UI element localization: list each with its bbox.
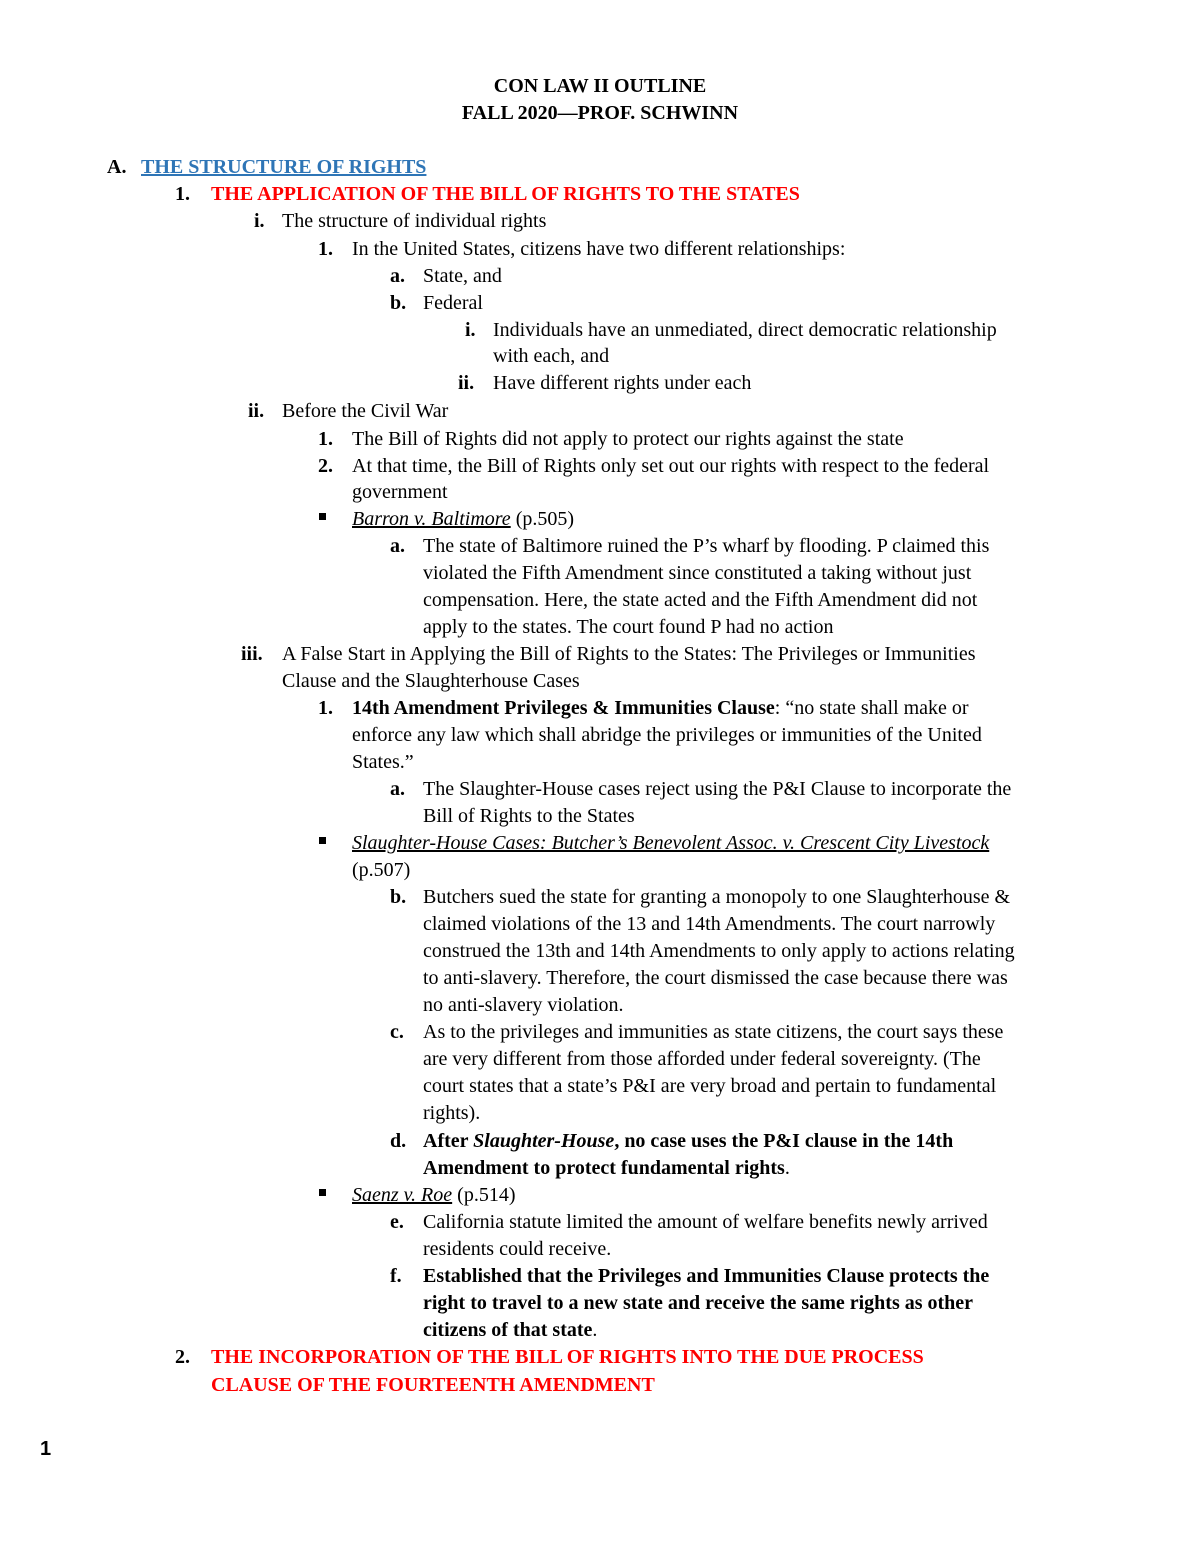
case-slaughterhouse-name: Slaughter-House Cases: Butcher’s Benevolent Assoc. v. Crescent City Livestock — [352, 832, 990, 854]
sub-iii-b-marker: b. — [390, 886, 407, 908]
sub-i-item-1-marker: 1. — [318, 238, 333, 260]
sub-i-text: The structure of individual rights — [282, 210, 547, 232]
sub-iii-item-1-line-1 — [352, 695, 969, 721]
sub-iii-d-line-1 — [423, 1128, 953, 1154]
sub-iii-f-line-3-text: citizens of that state — [423, 1319, 593, 1341]
sub-iii-b-line-5: no anti-slavery violation. — [423, 994, 624, 1016]
case-slaughterhouse-page: (p.507) — [352, 859, 411, 881]
sub-iii-marker: iii. — [241, 643, 263, 665]
sub-i-b-i-line-1: Individuals have an unmediated, direct democratic relationship — [493, 319, 997, 341]
page-number: 1 — [40, 1438, 52, 1460]
case-saenz-page: (p.514) — [452, 1184, 516, 1206]
sub-iii-d-line-1-start: After — [423, 1130, 474, 1152]
sub-ii-item-2-line-2: government — [352, 481, 448, 503]
section-a-heading: THE STRUCTURE OF RIGHTS — [141, 156, 427, 178]
sub-iii-e-marker: e. — [390, 1211, 404, 1233]
sub-ii-a-marker: a. — [390, 535, 405, 557]
sub-iii-f-line-1: Established that the Privileges and Immunities Clause protects the — [423, 1265, 990, 1287]
sub-iii-d-line-2 — [423, 1155, 790, 1181]
sub-iii-c-line-3: court states that a state’s P&I are very broad and pertain to fundamental — [423, 1075, 997, 1097]
sub-i-a: State, and — [423, 265, 502, 287]
document-subtitle: FALL 2020—PROF. SCHWINN — [461, 102, 739, 124]
sub-i-marker: i. — [254, 210, 265, 232]
sub-iii-a-marker: a. — [390, 778, 405, 800]
square-bullet-icon — [319, 837, 326, 844]
sub-ii-text: Before the Civil War — [282, 400, 449, 422]
sub-iii-text-line-2: Clause and the Slaughterhouse Cases — [282, 670, 580, 692]
sub-iii-e-line-2: residents could receive. — [423, 1238, 612, 1260]
sub-ii-a-line-4: apply to the states. The court found P had no action — [423, 616, 834, 638]
sub-iii-item-1-line-3: States.” — [352, 751, 414, 773]
sub-i-b-marker: b. — [390, 292, 407, 314]
sub-i-b-i-line-2: with each, and — [493, 345, 610, 367]
case-saenz-name: Saenz v. Roe — [352, 1184, 453, 1206]
sub-iii-b-line-1: Butchers sued the state for granting a monopoly to one Slaughterhouse & — [423, 886, 1011, 908]
part-1-marker: 1. — [175, 183, 190, 205]
sub-ii-marker: ii. — [248, 400, 265, 422]
sub-iii-a-line-1: The Slaughter-House cases reject using the P&I Clause to incorporate the — [423, 778, 1012, 800]
sub-iii-b-line-2: claimed violations of the 13 and 14th Amendments. The court narrowly — [423, 913, 996, 935]
sub-i-b: Federal — [423, 292, 483, 314]
sub-iii-d-line-2-period: . — [784, 1157, 790, 1179]
sub-iii-f-marker: f. — [390, 1265, 402, 1287]
sub-i-b-ii-marker: ii. — [458, 372, 475, 394]
part-2-heading-line-2: CLAUSE OF THE FOURTEENTH AMENDMENT — [211, 1374, 655, 1396]
sub-iii-f-line-3 — [423, 1317, 597, 1343]
section-a-marker: A. — [107, 156, 127, 178]
case-slaughterhouse-line-1 — [352, 830, 989, 856]
sub-iii-d-case-ref: Slaughter-House — [473, 1130, 615, 1152]
sub-i-b-ii: Have different rights under each — [493, 372, 752, 394]
sub-ii-a-line-2: violated the Fifth Amendment since constituted a taking without just — [423, 562, 972, 584]
sub-iii-item-1-marker: 1. — [318, 697, 333, 719]
sub-ii-a-line-3: compensation. Here, the state acted and the Fifth Amendment did not — [423, 589, 978, 611]
sub-iii-a-line-2: Bill of Rights to the States — [423, 805, 635, 827]
sub-ii-item-1: The Bill of Rights did not apply to protect our rights against the state — [352, 428, 904, 450]
sub-ii-a-line-1: The state of Baltimore ruined the P’s wharf by flooding. P claimed this — [423, 535, 990, 557]
pi-clause-quote-start: : “no state shall make or — [774, 697, 969, 719]
sub-iii-d-marker: d. — [390, 1130, 407, 1152]
sub-i-b-i-marker: i. — [465, 319, 476, 341]
sub-iii-c-line-1: As to the privileges and immunities as state citizens, the court says these — [423, 1021, 1004, 1043]
sub-iii-d-line-1-end: , no case uses the P&I clause in the 14th — [614, 1130, 954, 1152]
pi-clause-label: 14th Amendment Privileges & Immunities Clause — [352, 697, 775, 719]
sub-ii-item-2-line-1: At that time, the Bill of Rights only set out our rights with respect to the federal — [352, 455, 990, 477]
part-2-marker: 2. — [175, 1346, 190, 1368]
sub-ii-item-1-marker: 1. — [318, 428, 333, 450]
case-saenz-line — [352, 1182, 515, 1208]
sub-iii-e-line-1: California statute limited the amount of welfare benefits newly arrived — [423, 1211, 988, 1233]
part-1-heading: THE APPLICATION OF THE BILL OF RIGHTS TO THE STATES — [211, 183, 800, 205]
square-bullet-icon — [319, 513, 326, 520]
part-2-heading-line-1: THE INCORPORATION OF THE BILL OF RIGHTS INTO THE DUE PROCESS — [211, 1346, 924, 1368]
sub-iii-f-line-2: right to travel to a new state and receive the same rights as other — [423, 1292, 974, 1314]
sub-i-a-marker: a. — [390, 265, 405, 287]
sub-iii-d-line-2-text: Amendment to protect fundamental rights — [423, 1157, 785, 1179]
sub-iii-b-line-3: construed the 13th and 14th Amendments to only apply to actions relating — [423, 940, 1015, 962]
square-bullet-icon — [319, 1189, 326, 1196]
sub-iii-text-line-1: A False Start in Applying the Bill of Rights to the States: The Privileges or Immunities — [282, 643, 976, 665]
sub-iii-item-1-line-2: enforce any law which shall abridge the privileges or immunities of the United — [352, 724, 982, 746]
case-barron-page: (p.505) — [510, 508, 575, 530]
document-title: CON LAW II OUTLINE — [493, 75, 707, 97]
case-barron-line — [352, 506, 574, 532]
sub-iii-c-line-4: rights). — [423, 1102, 481, 1124]
sub-ii-item-2-marker: 2. — [318, 455, 333, 477]
sub-iii-c-marker: c. — [390, 1021, 404, 1043]
sub-iii-c-line-2: are very different from those afforded under federal sovereignty. (The — [423, 1048, 981, 1070]
case-barron-name: Barron v. Baltimore — [352, 508, 511, 530]
sub-i-item-1: In the United States, citizens have two different relationships: — [352, 238, 846, 260]
sub-iii-f-line-3-period: . — [592, 1319, 598, 1341]
sub-iii-b-line-4: to anti-slavery. Therefore, the court dismissed the case because there was — [423, 967, 1008, 989]
